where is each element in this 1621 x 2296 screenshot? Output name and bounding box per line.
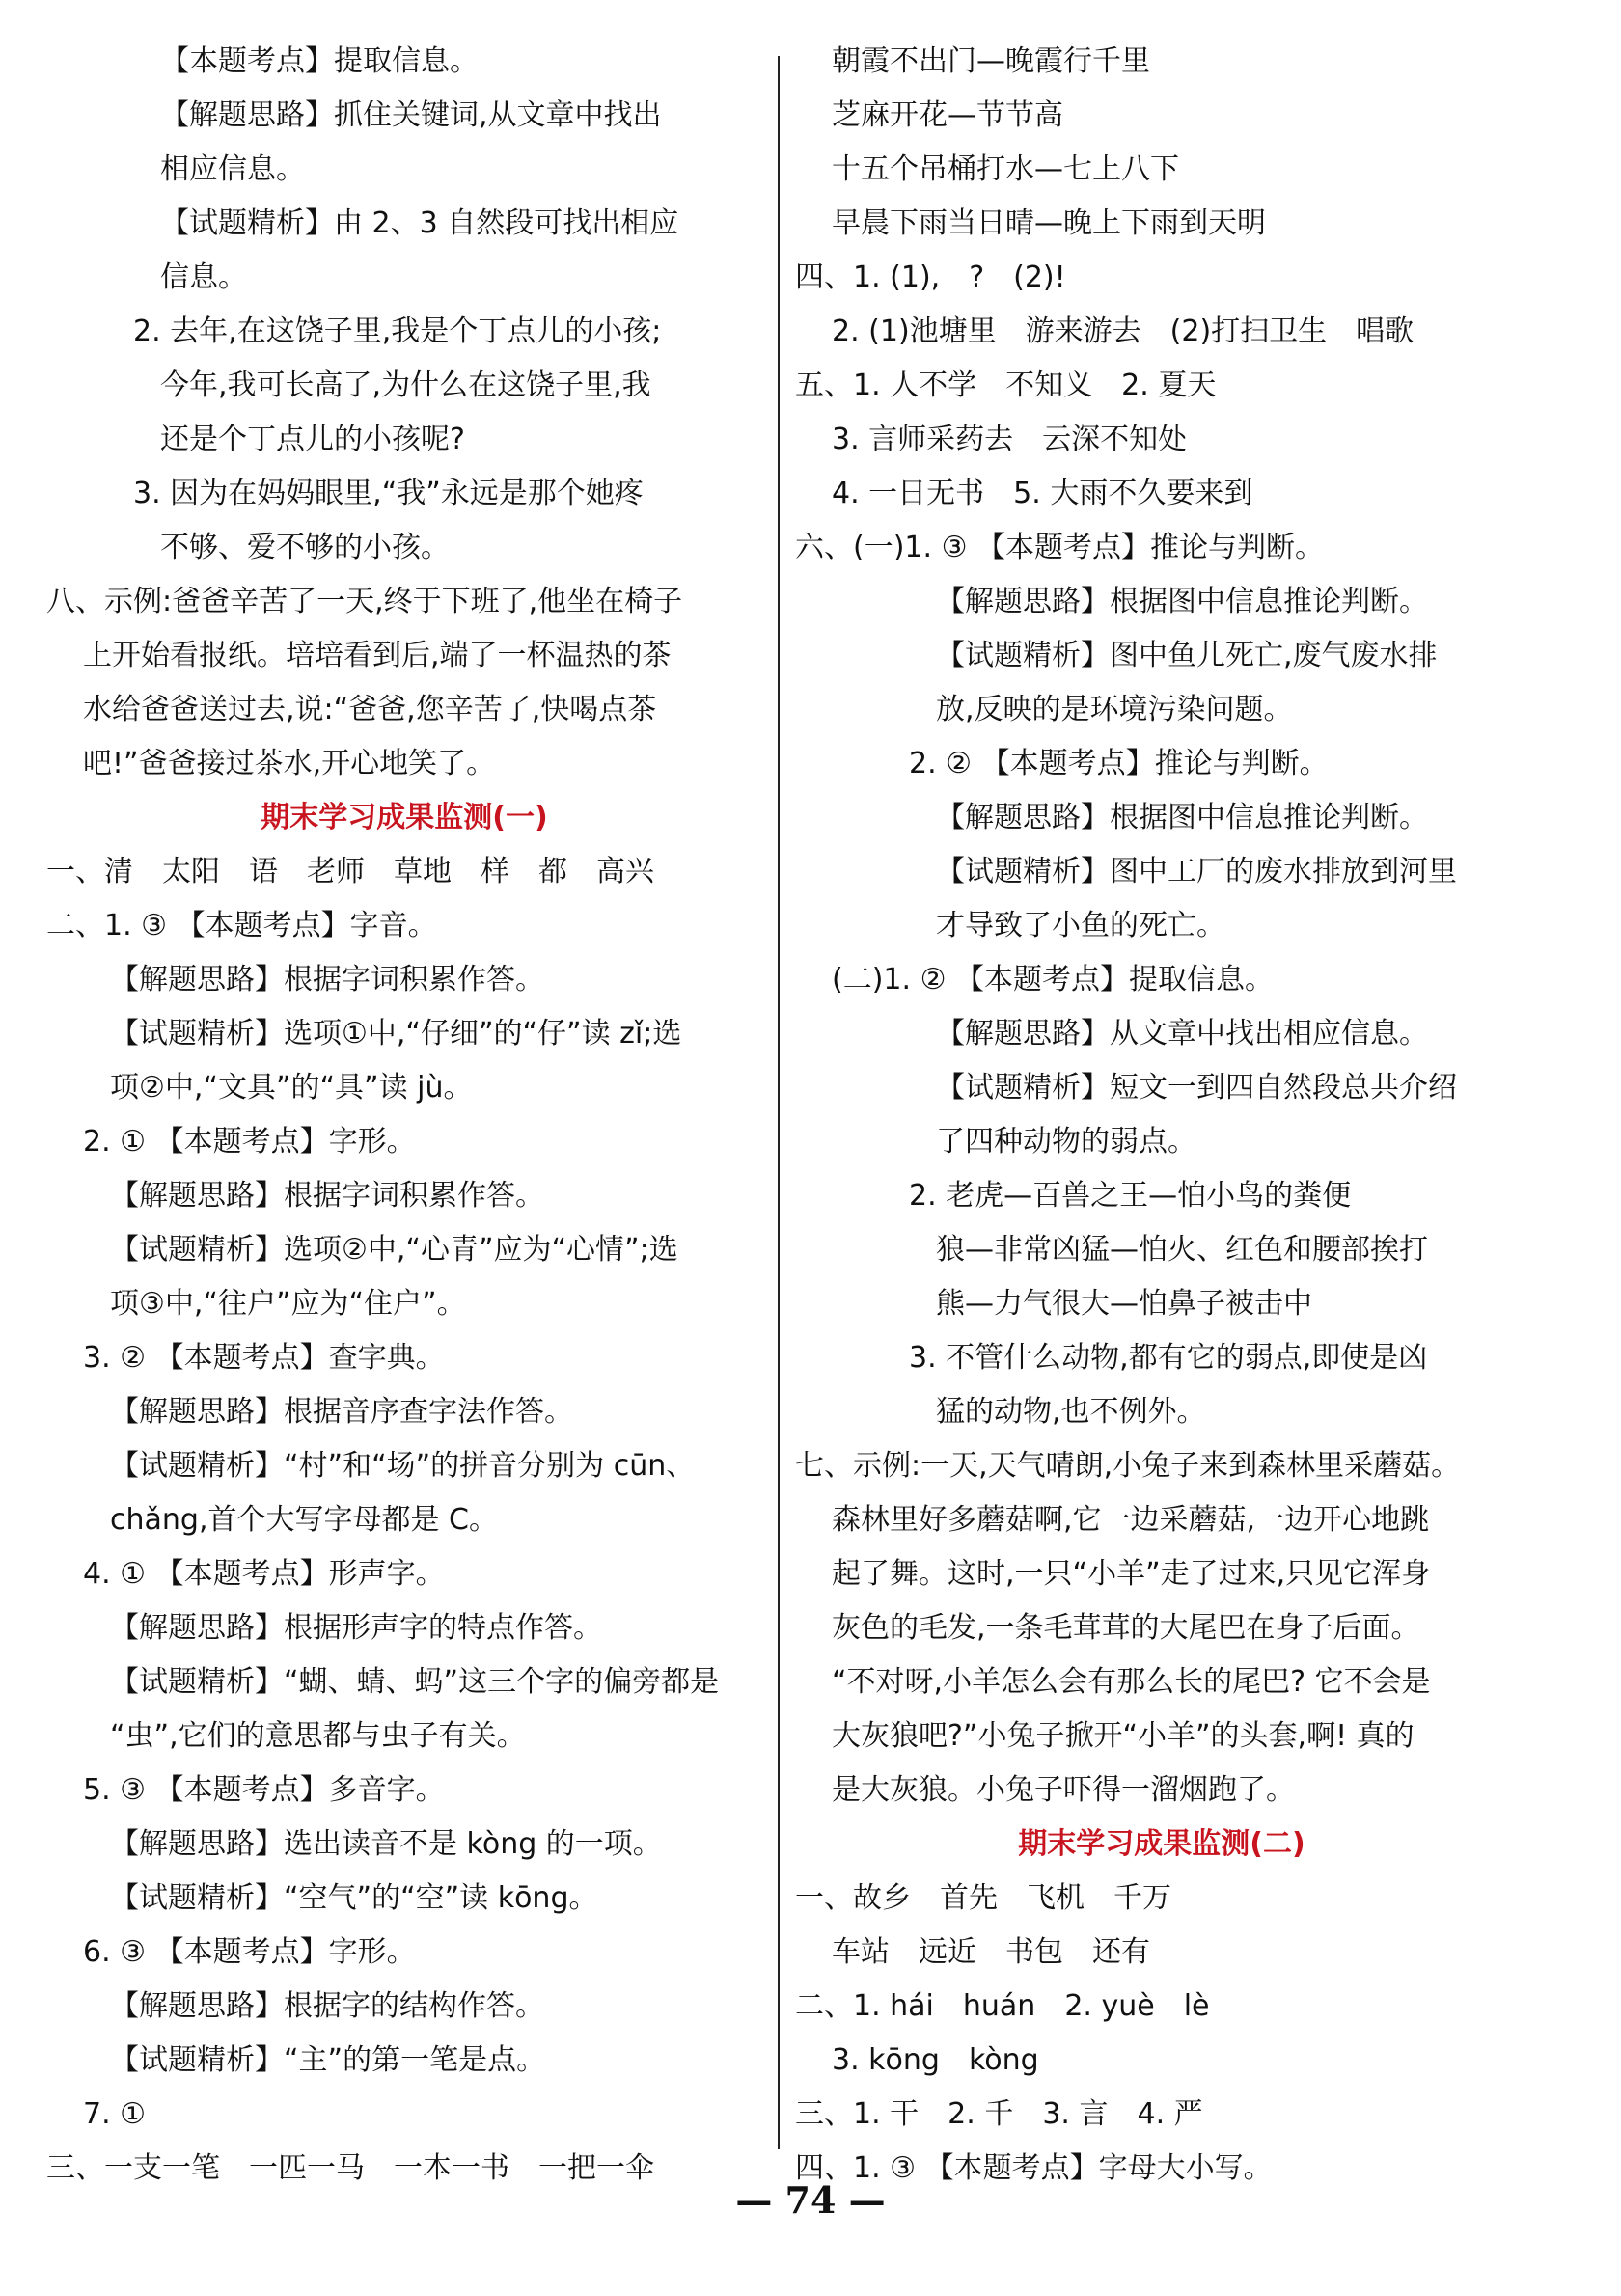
text-line: 熊—力气很大—怕鼻子被击中	[936, 1287, 1312, 1321]
text-line: 2. 老虎—百兽之王—怕小鸟的粪便	[909, 1179, 1352, 1213]
text-line: 【解题思路】从文章中找出相应信息。	[936, 1017, 1428, 1051]
text-line: 【试题精析】“村”和“场”的拼音分别为 cūn、	[110, 1449, 696, 1483]
text-line: 【试题精析】“蝴、蜻、蚂”这三个字的偏旁都是	[110, 1665, 720, 1699]
text-line: 2. ② 【本题考点】推论与判断。	[909, 747, 1329, 780]
text-line: 二、1. ③ 【本题考点】字音。	[46, 909, 437, 943]
text-line: 才导致了小鱼的死亡。	[936, 909, 1225, 943]
text-line: 【解题思路】根据字词积累作答。	[110, 963, 544, 997]
text-line: 朝霞不出门—晚霞行千里	[832, 44, 1150, 78]
text-line: 5. ③ 【本题考点】多音字。	[83, 1773, 445, 1807]
section-heading: 期末学习成果监测(二)	[1018, 1827, 1305, 1861]
text-line: 信息。	[160, 260, 247, 294]
text-line: 是大灰狼。小兔子吓得一溜烟跑了。	[832, 1773, 1295, 1807]
text-line: 【本题考点】提取信息。	[160, 44, 479, 78]
text-line: 一、清 太阳 语 老师 草地 样 都 高兴	[46, 855, 654, 888]
text-line: 森林里好多蘑菇啊,它一边采蘑菇,一边开心地跳	[832, 1503, 1430, 1537]
text-line: 今年,我可长高了,为什么在这饶子里,我	[160, 369, 651, 402]
text-line: 八、示例:爸爸辛苦了一天,终于下班了,他坐在椅子	[46, 585, 683, 618]
text-line: 【解题思路】选出读音不是 kòng 的一项。	[110, 1827, 662, 1861]
text-line: 3. 因为在妈妈眼里,“我”永远是那个她疼	[133, 477, 644, 510]
text-line: 7. ①	[83, 2097, 147, 2131]
text-line: “虫”,它们的意思都与虫子有关。	[110, 1719, 526, 1753]
text-line: 狼—非常凶猛—怕火、红色和腰部挨打	[936, 1233, 1428, 1267]
text-line: 灰色的毛发,一条毛茸茸的大尾巴在身子后面。	[832, 1611, 1420, 1645]
page-number: — 74 —	[735, 2178, 886, 2222]
text-line: 【试题精析】图中鱼儿死亡,废气废水排	[936, 639, 1438, 672]
text-line: 【解题思路】根据字词积累作答。	[110, 1179, 544, 1213]
text-line: 吧!”爸爸接过茶水,开心地笑了。	[83, 747, 496, 780]
text-line: 2. 去年,在这饶子里,我是个丁点儿的小孩;	[133, 314, 662, 348]
text-line: 水给爸爸送过去,说:“爸爸,您辛苦了,快喝点茶	[83, 693, 657, 726]
text-line: 起了舞。这时,一只“小羊”走了过来,只见它浑身	[832, 1557, 1431, 1591]
text-line: 3. kōng kòng	[832, 2043, 1039, 2077]
text-line: 2. (1)池塘里 游来游去 (2)打扫卫生 唱歌	[832, 314, 1415, 348]
text-line: (二)1. ② 【本题考点】提取信息。	[832, 963, 1274, 997]
text-line: 【试题精析】选项②中,“心青”应为“心情”;选	[110, 1233, 678, 1267]
section-heading: 期末学习成果监测(一)	[261, 801, 548, 834]
text-line: 十五个吊桶打水—七上八下	[832, 152, 1179, 186]
text-line: 【解题思路】根据字的结构作答。	[110, 1989, 544, 2023]
text-line: 6. ③ 【本题考点】字形。	[83, 1935, 416, 1969]
text-line: 不够、爱不够的小孩。	[160, 531, 450, 564]
text-line: 七、示例:一天,天气晴朗,小兔子来到森林里采蘑菇。	[795, 1449, 1461, 1483]
text-line: 【解题思路】抓住关键词,从文章中找出	[160, 98, 662, 132]
text-line: 相应信息。	[160, 152, 305, 186]
text-line: 上开始看报纸。培培看到后,端了一杯温热的茶	[83, 639, 672, 672]
column-divider	[778, 56, 780, 2149]
text-line: 【试题精析】“主”的第一笔是点。	[110, 2043, 546, 2077]
text-line: 芝麻开花—节节高	[832, 98, 1063, 132]
text-line: 【试题精析】图中工厂的废水排放到河里	[936, 855, 1457, 888]
text-line: 4. ① 【本题考点】形声字。	[83, 1557, 445, 1591]
text-line: 【试题精析】“空气”的“空”读 kōng。	[110, 1881, 598, 1915]
text-line: “不对呀,小羊怎么会有那么长的尾巴? 它不会是	[832, 1665, 1431, 1699]
text-line: 3. 言师采药去 云深不知处	[832, 423, 1188, 456]
text-line: 六、(一)1. ③ 【本题考点】推论与判断。	[795, 531, 1324, 564]
text-line: 猛的动物,也不例外。	[936, 1395, 1206, 1429]
text-line: 项③中,“往户”应为“住户”。	[110, 1287, 466, 1321]
text-line: 一、故乡 首先 飞机 千万	[795, 1881, 1171, 1915]
right-column	[795, 35, 1528, 2196]
text-line: 【试题精析】由 2、3 自然段可找出相应	[160, 206, 679, 240]
text-line: 项②中,“文具”的“具”读 jù。	[110, 1071, 473, 1105]
text-line: 还是个丁点儿的小孩呢?	[160, 423, 465, 456]
text-line: 放,反映的是环境污染问题。	[936, 693, 1293, 726]
text-line: 四、1. ③ 【本题考点】字母大小写。	[795, 2151, 1273, 2185]
text-line: 2. ① 【本题考点】字形。	[83, 1125, 416, 1159]
text-line: 【试题精析】选项①中,“仔细”的“仔”读 zǐ;选	[110, 1017, 682, 1051]
text-line: 【试题精析】短文一到四自然段总共介绍	[936, 1071, 1457, 1105]
text-line: 4. 一日无书 5. 大雨不久要来到	[832, 477, 1253, 510]
text-line: 早晨下雨当日晴—晚上下雨到天明	[832, 206, 1266, 240]
text-line: 三、1. 干 2. 千 3. 言 4. 严	[795, 2097, 1203, 2131]
text-line: 四、1. (1), ? (2)!	[795, 260, 1066, 294]
text-line: 【解题思路】根据形声字的特点作答。	[110, 1611, 602, 1645]
text-line: 【解题思路】根据图中信息推论判断。	[936, 801, 1428, 834]
text-line: chǎng,首个大写字母都是 C。	[110, 1503, 498, 1537]
text-line: 车站 远近 书包 还有	[832, 1935, 1150, 1969]
text-line: 三、一支一笔 一匹一马 一本一书 一把一伞	[46, 2151, 654, 2185]
text-line: 【解题思路】根据图中信息推论判断。	[936, 585, 1428, 618]
text-line: 3. ② 【本题考点】查字典。	[83, 1341, 445, 1375]
text-line: 大灰狼吧?”小兔子掀开“小羊”的头套,啊! 真的	[832, 1719, 1415, 1753]
left-column	[46, 35, 762, 2196]
text-line: 五、1. 人不学 不知义 2. 夏天	[795, 369, 1217, 402]
text-line: 3. 不管什么动物,都有它的弱点,即使是凶	[909, 1341, 1428, 1375]
text-line: 二、1. hái huán 2. yuè lè	[795, 1989, 1210, 2023]
text-line: 【解题思路】根据音序查字法作答。	[110, 1395, 573, 1429]
text-line: 了四种动物的弱点。	[936, 1125, 1196, 1159]
